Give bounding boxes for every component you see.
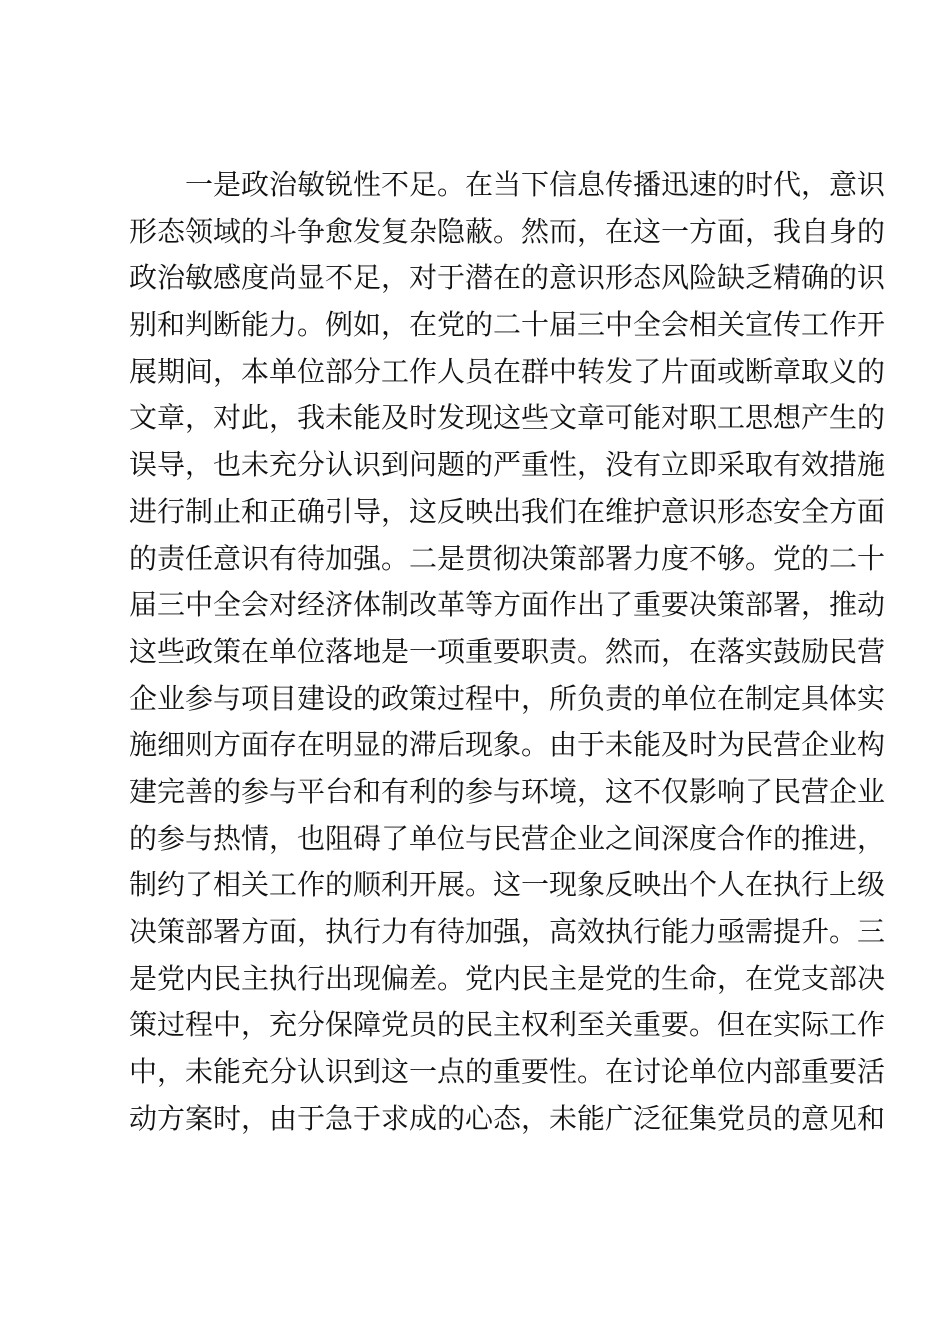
body-paragraph	[129, 162, 886, 1142]
text-line-6: 文章，对此，我未能及时发现这些文章可能对职工思想产生的	[129, 401, 886, 435]
text-line-4: 别和判断能力。例如，在党的二十届三中全会相关宣传工作开	[129, 308, 886, 342]
text-line-20: 中，未能充分认识到这一点的重要性。在讨论单位内部重要活	[129, 1055, 886, 1089]
text-line-9: 的责任意识有待加强。二是贯彻决策部署力度不够。党的二十	[129, 541, 886, 575]
text-line-3: 政治敏感度尚显不足，对于潜在的意识形态风险缺乏精确的识	[129, 261, 886, 295]
text-line-10: 届三中全会对经济体制改革等方面作出了重要决策部署，推动	[129, 588, 886, 622]
text-line-12: 企业参与项目建设的政策过程中，所负责的单位在制定具体实	[129, 681, 886, 715]
text-line-8: 进行制止和正确引导，这反映出我们在维护意识形态安全方面	[129, 494, 886, 528]
text-line-13: 施细则方面存在明显的滞后现象。由于未能及时为民营企业构	[129, 728, 886, 762]
text-line-19: 策过程中，充分保障党员的民主权利至关重要。但在实际工作	[129, 1008, 886, 1042]
text-line-5: 展期间，本单位部分工作人员在群中转发了片面或断章取义的	[129, 354, 886, 388]
text-line-15: 的参与热情，也阻碍了单位与民营企业之间深度合作的推进，	[129, 821, 886, 855]
text-line-21: 动方案时，由于急于求成的心态，未能广泛征集党员的意见和	[129, 1101, 886, 1135]
text-line-17: 决策部署方面，执行力有待加强，高效执行能力亟需提升。三	[129, 915, 886, 948]
text-line-7: 误导，也未充分认识到问题的严重性，没有立即采取有效措施	[129, 448, 886, 482]
text-line-2: 形态领域的斗争愈发复杂隐蔽。然而，在这一方面，我自身的	[129, 214, 886, 248]
text-line-1: 一是政治敏锐性不足。在当下信息传播迅速的时代，意识	[185, 168, 886, 201]
text-line-18: 是党内民主执行出现偏差。党内民主是党的生命，在党支部决	[129, 961, 886, 995]
text-line-16: 制约了相关工作的顺利开展。这一现象反映出个人在执行上级	[129, 868, 886, 902]
text-line-11: 这些政策在单位落地是一项重要职责。然而，在落实鼓励民营	[129, 634, 886, 668]
text-line-14: 建完善的参与平台和有利的参与环境，这不仅影响了民营企业	[129, 774, 886, 808]
